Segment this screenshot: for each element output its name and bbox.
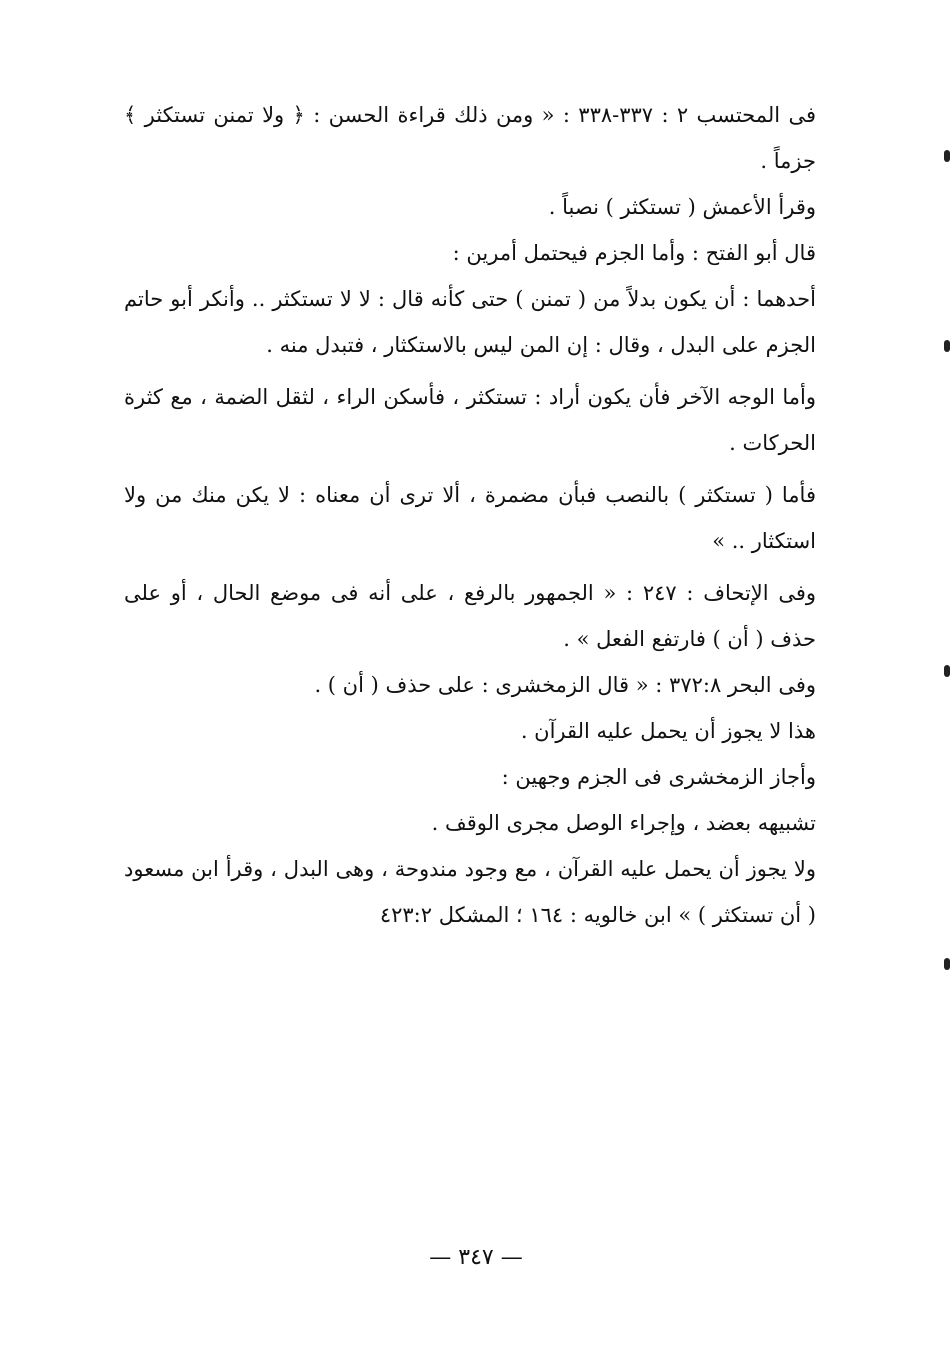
body-text <box>124 92 816 938</box>
scan-edge-mark <box>944 665 950 677</box>
paragraph-not-permissible: هذا لا يجوز أن يحمل عليه القرآن . <box>520 719 816 743</box>
paragraph-first-aspect: أحدهما : أن يكون بدلاً من ( تمنن ) حتى كأنه قال : لا لا تستكثر .. وأنكر أبو حاتم الجزم على البدل ، وقال : إن المن ليس بالاستكثار ، فتبدل منه . <box>124 287 816 357</box>
paragraph-bahr-citation: وفى البحر ٣٧٢:٨ : « قال الزمخشرى : على حذف ( أن ) . <box>314 673 816 697</box>
paragraph-amash-reading: وقرأ الأعمش ( تستكثر ) نصباً . <box>548 195 816 219</box>
scan-edge-mark <box>944 340 950 352</box>
paragraph-nasb-reading: فأما ( تستكثر ) بالنصب فبأن مضمرة ، ألا ترى أن معناه : لا يكن منك من ولا استكثار .. » <box>124 483 816 553</box>
paragraph-two-aspects: وأجاز الزمخشرى فى الجزم وجهين : <box>501 765 816 789</box>
paragraph-ibn-masud: ولا يجوز أن يحمل عليه القرآن ، مع وجود مندوحة ، وهى البدل ، وقرأ ابن مسعود ( أن تستكثر ) » ابن خالويه : ١٦٤ ؛ المشكل ٤٢٣:٢ <box>124 857 816 927</box>
paragraph-muhtasab-citation: فى المحتسب ٢ : ٣٣٧-٣٣٨ : « ومن ذلك قراءة الحسن : ﴿ ولا تمنن تستكثر ﴾ جزماً . <box>124 103 816 173</box>
paragraph-second-aspect: وأما الوجه الآخر فأن يكون أراد : تستكثر ، فأسكن الراء ، لثقل الضمة ، مع كثرة الحركات . <box>124 385 816 455</box>
paragraph-comparison: تشبيهه بعضد ، وإجراء الوصل مجرى الوقف . <box>431 811 816 835</box>
scan-edge-mark <box>944 150 950 162</box>
scan-edge-mark <box>944 958 950 970</box>
paragraph-abu-alfath: قال أبو الفتح : وأما الجزم فيحتمل أمرين : <box>452 241 816 265</box>
page-number: — ٣٤٧ — <box>429 1245 523 1270</box>
paragraph-ithaf-citation: وفى الإتحاف : ٢٤٧ : « الجمهور بالرفع ، على أنه فى موضع الحال ، أو على حذف ( أن ) فارتفع الفعل » . <box>124 581 816 651</box>
